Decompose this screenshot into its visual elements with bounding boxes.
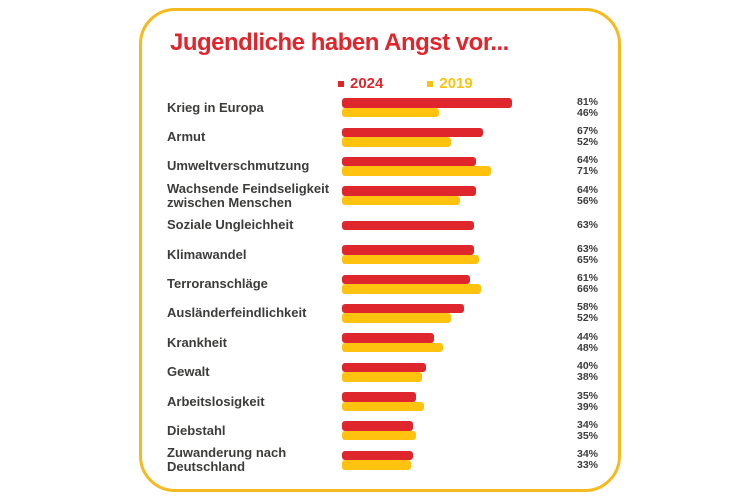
bar-2019 (342, 372, 422, 382)
bar-group (342, 98, 577, 117)
bar-2019 (342, 196, 460, 206)
bar-group (342, 157, 577, 176)
value-2024: 58% (577, 301, 599, 314)
chart-row (167, 416, 606, 445)
legend-label-2019: 2019 (439, 75, 473, 92)
bar-2024 (342, 275, 470, 285)
chart-row (167, 387, 606, 416)
category-label: Armut (167, 129, 206, 145)
value-labels (577, 273, 606, 295)
bar-group (342, 275, 577, 294)
bar-2019 (342, 313, 451, 323)
bar-2024 (342, 451, 413, 461)
chart-row (167, 299, 606, 328)
bar-group (342, 221, 577, 231)
chart-row (167, 328, 606, 357)
value-labels (577, 126, 606, 148)
value-2024: 64% (577, 154, 599, 167)
chart-legend (338, 75, 473, 92)
category-label: Arbeitslosigkeit (167, 393, 265, 409)
bar-2019 (342, 284, 481, 294)
bar-2024 (342, 157, 476, 167)
bar-2019 (342, 255, 479, 265)
value-2019: 56% (577, 194, 599, 207)
value-2019: 71% (577, 165, 599, 178)
value-2024: 35% (577, 389, 599, 402)
chart-rows (167, 93, 606, 475)
value-labels (577, 185, 606, 207)
bar-group (342, 333, 577, 352)
bar-2024 (342, 221, 474, 231)
bar-group (342, 128, 577, 147)
value-2024: 81% (577, 95, 599, 108)
legend-label-2024: 2024 (350, 75, 384, 92)
value-labels (577, 420, 606, 442)
bar-group (342, 245, 577, 264)
category-label: Diebstahl (167, 422, 226, 438)
bar-2019 (342, 108, 439, 118)
value-2024: 64% (577, 183, 599, 196)
value-2024: 63% (577, 218, 599, 231)
bar-2019 (342, 343, 443, 353)
value-2019: 38% (577, 371, 599, 384)
value-2024: 67% (577, 125, 599, 138)
chart-row (167, 152, 606, 181)
value-2019: 48% (577, 341, 599, 354)
value-labels (577, 391, 606, 413)
bar-2019 (342, 137, 451, 147)
bar-group (342, 451, 577, 470)
category-label: Umweltverschmutzung (167, 158, 310, 174)
bar-group (342, 186, 577, 205)
chart-title: Jugendliche haben Angst vor... (170, 29, 509, 56)
bar-2024 (342, 186, 476, 196)
bar-2024 (342, 333, 434, 343)
value-labels (577, 449, 606, 471)
value-labels (577, 97, 606, 119)
value-labels (577, 244, 606, 266)
value-2019: 52% (577, 136, 599, 149)
value-labels (577, 220, 606, 231)
bar-group (342, 421, 577, 440)
value-2024: 63% (577, 242, 599, 255)
chart-row (167, 181, 606, 210)
chart-row (167, 211, 606, 240)
bar-2024 (342, 392, 416, 402)
category-label: Krankheit (167, 334, 227, 350)
category-label: Gewalt (167, 364, 210, 380)
category-label: Terroranschläge (167, 276, 268, 292)
bar-2019 (342, 431, 416, 441)
legend-marker-2019-icon (427, 81, 433, 87)
bar-2024 (342, 98, 512, 108)
bar-group (342, 392, 577, 411)
value-2019: 35% (577, 429, 599, 442)
value-2024: 34% (577, 418, 599, 431)
value-2019: 33% (577, 459, 599, 472)
value-2019: 66% (577, 283, 599, 296)
bar-group (342, 304, 577, 323)
chart-row (167, 358, 606, 387)
bar-2019 (342, 460, 411, 470)
value-labels (577, 155, 606, 177)
value-2019: 65% (577, 253, 599, 266)
value-2024: 44% (577, 330, 599, 343)
bar-2024 (342, 245, 474, 255)
bar-2019 (342, 166, 491, 176)
chart-row (167, 93, 606, 122)
bar-2024 (342, 421, 413, 431)
legend-item-2024 (338, 75, 383, 92)
bar-2019 (342, 402, 424, 412)
value-2019: 39% (577, 400, 599, 413)
chart-row (167, 269, 606, 298)
category-label: Ausländerfeindlichkeit (167, 305, 307, 321)
bar-2024 (342, 304, 464, 314)
legend-item-2019 (427, 75, 472, 92)
category-label: Krieg in Europa (167, 99, 264, 115)
chart-row (167, 240, 606, 269)
category-label: Soziale Ungleichheit (167, 217, 294, 233)
chart-row (167, 446, 606, 475)
value-2019: 52% (577, 312, 599, 325)
legend-marker-2024-icon (338, 81, 344, 87)
category-label: Wachsende Feindseligkeit zwischen Menschen (167, 180, 330, 210)
bar-2024 (342, 128, 483, 138)
bar-2024 (342, 363, 426, 373)
chart-row (167, 122, 606, 151)
value-2024: 40% (577, 360, 599, 373)
value-2024: 61% (577, 272, 599, 285)
value-2024: 34% (577, 448, 599, 461)
value-labels (577, 302, 606, 324)
value-labels (577, 361, 606, 383)
value-labels (577, 332, 606, 354)
infographic-card (139, 8, 621, 492)
bar-group (342, 363, 577, 382)
category-label: Zuwanderung nach Deutschland (167, 445, 287, 475)
value-2019: 46% (577, 106, 599, 119)
category-label: Klimawandel (167, 246, 247, 262)
